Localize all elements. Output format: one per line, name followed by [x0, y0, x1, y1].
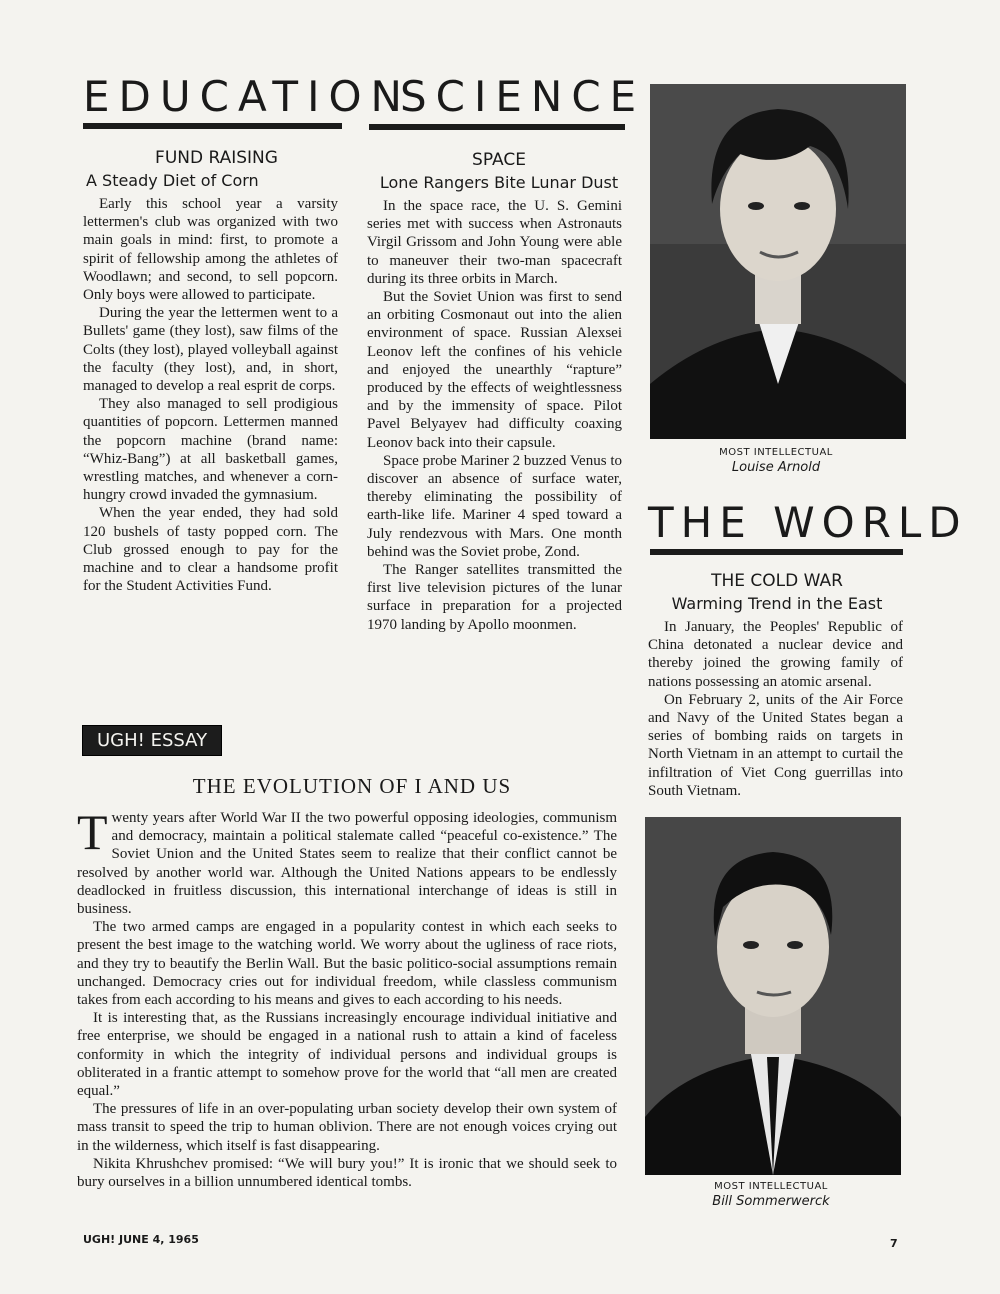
education-paragraph: They also managed to sell prodigious quantities of popcorn. Lettermen manned the popcorn machine (brand name: “Whiz-Bang”) at all basketball games, wrestling matches, and whenever a corn-hungry crowd invaded the gymnasium.: [83, 396, 338, 504]
portrait-photo-bill-sommerwerck: [645, 817, 901, 1175]
caption-title: MOST INTELLECTUAL: [714, 1181, 828, 1192]
essay-paragraph: The pressures of life in an over-populating urban society develop their own system of mass transit to speed the trip to human oblivion. There are not enough voices crying out in the wilderness, which itself is fast disappearing.: [77, 1101, 617, 1154]
essay-first-paragraph: wenty years after World War II the two powerful opposing ideologies, communism and democracy, maintain a political stalemate called “peaceful co-existence.” The Soviet Union and the United States seem to realize that their conflict cannot be resolved by another world war. Although the United Nations appears to be endlessly deadlocked in fruitless discussion, this international interchange of ideas is still in business.: [77, 810, 617, 918]
page-number: 7: [890, 1237, 898, 1250]
essay-paragraph: Nikita Khrushchev promised: “We will bury you!” It is ironic that we should seek to bury ourselves in a billion unnumbered identical tombs.: [77, 1155, 617, 1191]
science-paragraph: But the Soviet Union was first to send an orbiting Cosmonaut out into the alien environment of space. Russian Alexsei Leonov left the confines of his vehicle and enjoyed the unearthly “rapture” produced by the effects of weightlessness and by the immensity of space. Pilot Pavel Belyayev had difficulty coaxing Leonov back into their capsule.: [367, 289, 622, 451]
science-headline: SPACE: [472, 150, 526, 170]
science-paragraph: The Ranger satellites transmitted the first live television pictures of the lunar surface in preparation for a projected 1970 landing by Apollo moonmen.: [367, 562, 622, 633]
essay-tag: UGH! ESSAY: [82, 725, 222, 756]
world-paragraph: In January, the Peoples' Republic of China detonated a nuclear device and thereby joined the growing family of nations possessing an atomic arsenal.: [648, 619, 903, 690]
science-section-heading: SCIENCE: [400, 72, 646, 121]
science-paragraph: Space probe Mariner 2 buzzed Venus to discover an absence of surface water, thereby eliminating the possibility of earth-like life. Mariner 4 sped toward a July rendezvous with Mars. One month behind was the Soviet probe, Zond.: [367, 452, 622, 560]
education-subhead: A Steady Diet of Corn: [86, 171, 259, 190]
world-subhead: Warming Trend in the East: [671, 594, 883, 613]
portrait-girl-illustration: [650, 84, 906, 439]
footer-publication: UGH! JUNE 4, 1965: [83, 1233, 199, 1246]
world-section-heading: THE WORLD: [648, 498, 968, 547]
essay-title: THE EVOLUTION OF I AND US: [192, 774, 512, 798]
essay-paragraph: The two armed camps are engaged in a popularity contest in which each seeks to present the best image to the watching world. We worry about the ugliness of race riots, and they try to beautify the Berlin Wall. But the basic politico-social assumptions remain unchanged. Democracy cries out for individual freedom, while classless communism takes from each according to his means and gives to each according to his needs.: [77, 919, 617, 1009]
caption-name: Bill Sommerwerck: [712, 1193, 830, 1209]
world-rule: [650, 549, 903, 555]
education-article: [83, 195, 338, 595]
world-headline: THE COLD WAR: [711, 571, 843, 591]
education-paragraph: During the year the lettermen went to a Bullets' game (they lost), saw films of the Colts (they lost), played volleyball against the faculty (they lost), and, in short, managed to develop a real esprit de corps.: [83, 305, 338, 395]
caption-name: Louise Arnold: [731, 459, 821, 475]
world-paragraph: On February 2, units of the Air Force and Navy of the United States began a series of bombing raids on targets in North Vietnam in an attempt to curtail the infiltration of Viet Cong guerrillas into South Vietnam.: [648, 691, 903, 799]
education-paragraph: When the year ended, they had sold 120 bushels of tasty popped corn. The Club grossed enough to pay for the machine and to clear a handsome profit for the Student Activities Fund.: [83, 505, 338, 595]
education-headline: FUND RAISING: [155, 148, 278, 168]
essay-paragraph: [77, 804, 617, 918]
photo-caption-2: [645, 1181, 897, 1210]
world-article: [648, 618, 903, 800]
education-rule: [83, 123, 342, 129]
education-section-heading: EDUCATION: [83, 72, 411, 121]
essay-paragraph: It is interesting that, as the Russians increasingly encourage individual initiative and free enterprise, we should be engaged in a national rush to attain a kind of faceless conformity in which the integrity of individual persons and individual groups is obliterated in a frantic attempt to somehow prove for the world that “all men are created equal.”: [77, 1010, 617, 1100]
education-paragraph: Early this school year a varsity lettermen's club was organized with two main goals in mind: first, to promote a spirit of fellowship among the athletes of Woodlawn; and second, to sell popcorn. Only boys were allowed to participate.: [83, 196, 338, 304]
portrait-photo-louise-arnold: [650, 84, 906, 439]
caption-title: MOST INTELLECTUAL: [719, 447, 833, 458]
science-paragraph: In the space race, the U. S. Gemini series met with success when Astronauts Virgil Grissom and John Young were able to maneuver their two-man spacecraft during its three orbits in March.: [367, 198, 622, 287]
science-article: [367, 197, 622, 634]
essay-article: [77, 804, 617, 1191]
photo-caption-1: [650, 447, 902, 476]
science-rule: [369, 124, 625, 130]
essay-drop-cap: T: [77, 804, 108, 860]
portrait-boy-illustration: [645, 817, 901, 1175]
science-subhead: Lone Rangers Bite Lunar Dust: [379, 173, 619, 192]
